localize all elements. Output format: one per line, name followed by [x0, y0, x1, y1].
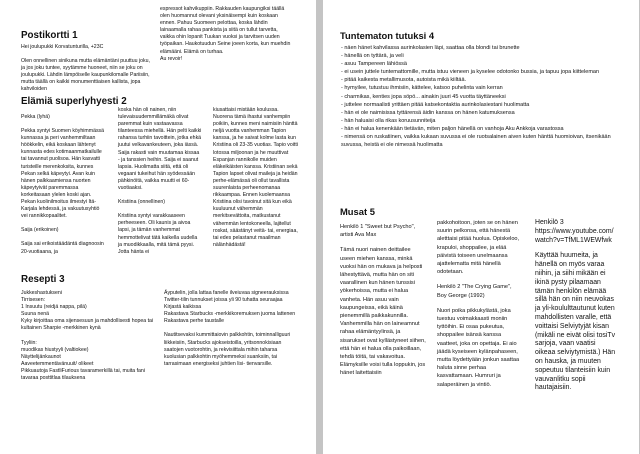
elama-title: Elämiä superlyhyesti 2: [21, 96, 127, 107]
list-item: - hänellä on tyttärä, ja veli: [341, 53, 404, 60]
paragraph: Olen onnellinen sinikuna mutta elämäntäni puuttuu joku, ja jos joku tuntee, syytämme huoneet, niin se joku on joulupukki. Lähdin lämpöiselle kaupunkilomalle Pariisiin, mutta täällä on kaikki monumenttiaisen kallista, jopa kahviloiden: [21, 58, 150, 93]
musat-col3: [535, 219, 617, 393]
paragraph: Tyyliin: muodikas hiustyyli (valtiokee) Näyttelijänkaunot Aaveetemmentävänuuit/ olikeet Pikkuautoja FastliFurious tavaramerkillä tai, muita fani tavaraa posttitlaa tilauksena: [21, 339, 145, 382]
paragraph: Kristiina (onnellinen): [118, 199, 165, 206]
postikortti-col2: [160, 6, 291, 63]
right-page: [323, 0, 639, 454]
paragraph: Henkilö 1 "Sweet but Psycho", artisti Ava Max: [340, 224, 416, 239]
musat-title: Musat 5: [340, 206, 375, 217]
list-item: - ei usein juttele tuntemattomille, mutta istuu vieneen ja kyselee odotonko bussia, ja tapuu jopa kiitteleman: [341, 69, 600, 76]
musat-col2: [437, 219, 521, 389]
tuntematon-list: [341, 44, 631, 149]
paragraph: Hei joulupukki Korvatunturilla, +23C: [21, 44, 104, 50]
postikortti-title: Postikortti 1: [21, 30, 78, 41]
list-item: - nimensä on ruskatiinen, vaikka kukaan suvussa ei ole ruotsalainen aiven kuten hänttä huomioivan, itsenikään suvussa, heistä ei ole nimessä huolimatta: [341, 134, 611, 149]
paragraph: Henkilö 2 "The Crying Game", Boy George (1992): [437, 284, 512, 299]
paragraph: Saija sai erikoistäädäntä diagnoosin 20-vuotiaana, ja: [21, 241, 104, 255]
resepti-title: Resepti 3: [21, 274, 65, 285]
paragraph: Pekka syntyi Suomen köyhimmässä kunnassa ja peri vanhemmiltaan höökkelin, eikä koskaan lähtenyt kunnasta edes kotimaanmatkailulle tai tavannut puolisoa. Hän kasvatti turisteille merenkoksita, kunnes Pekan selkä käpeytyi. Avan kuin hänen palkkaamiensa nuorten käpeytyivät paremmassa korkeitasaan ylelen koski ajan. Pekan kuolinilmoitus ilmestyi Itä-Karjala lehdessä, ja vakuutusyhtiö vei rannikkopaalitet.: [21, 128, 105, 220]
list-item: - hymyilee, tutustuu ihmisiin, kättelee, katsoo puhelinta vain kerran: [341, 85, 503, 92]
paragraph: koska hän oli nainen, niin tulevaisuudemmillämäkä olivat paremmat kuin vastaavassa tilanteessa miehellä. Hän pelti kaikki rahansa turhiin tavoittein, jotka ehkä juutui velkavankeuteen, joka iässä. Saija rakasti vain muutamaa kissaa - ja tanssien heihin. Saija ei saanut lapsia. Huolimatta siitä, että oli vegaani tukeihut hän syödessään pähkinöitä, vaikka muutti ei 60-vuotiaaksi.: [118, 107, 202, 192]
left-page: [0, 0, 316, 454]
paragraph: espressot kahvikuppiin. Rakkauden kaupungiksi täällä olen huomannut olevani yksinäisempi kuin koskaan ennen. Pahuu Suomeen pelottaa, koska lähdin lainaamalla rahaa pankista ja siitä on tullut tarvetta, vaikka ohin lopanit Tuukan vuoksi ja tarvitsen uuden työpaikan. Haukotuudun Seine joeen korta, kun muehdin elämääni. Elämä on turhaa. Au revoir!: [160, 6, 291, 62]
list-item: - pitää kaikesta metallimusota, autoista mikä kiiltää.: [341, 77, 467, 84]
list-item: - hän ei halua kenenkään tietävän, miten paljon hänellä on vanhoja Aku Ankkoja varastossa: [341, 125, 564, 132]
paragraph: Jukkeshastukseni Tirrisesen: 1 Insuutu (reidjä nappa, pilä) Suuna nenä Kyky kirjoittaa oma sijensesuun ja mahdollisesti hopea tai kultainen Sharpie -merkkinen kynä: [21, 290, 154, 332]
elama-col1: [21, 114, 105, 256]
paragraph: Henkilö 3 https://www.youtube.com/watch?v=TfML1WEWfwk: [535, 219, 614, 244]
paragraph: Nuori poika pikkukylästä, joka tuestuu voimakkaasti moniin tyttöihin. Ei osaa pukeutua, shoppailee isänsä kanssa vaatteet, joka on opettaja. Ei aio jäädä kyseiseen kylänpahaseen, mutta löydettyään jonkun saattaa haluta sinne perhaa kasvattamaan. Humruri ja salaperäinen ja vintiö.: [437, 307, 520, 388]
musat-col1: [340, 223, 426, 378]
paragraph: Tämä nuori nainen deittailee useen miehen kanssa, minkä vuoksi hän on mukava ja helposti lähestyttävä, mutta hän on siti vaarallinen kun hänen tunssisi yökerhoissa, mutta ei halua vanheta. Hän asuu vain kaupungeissa, eikä käinä pienemmillä paikkakunnilla. Vanhemmilla hän on laineamnut rahaa elämäntyylinsä, ja sisarukset ovat kyllästyneet siihen, että hän ei halua olla paikoillaan, tehdä töitä, tai vakavoitua. Elämyksille voisi tulla loppukin, jos hänet laitettaisiin: [340, 247, 426, 377]
paragraph: Nautitsevaksi kummittaiovin palkkohtin, toiminnalliguuri liikkeisiin, Starbucks ajokseistoilla, yritsonnokisiaan saatojen vuotorohtin, ja rekvisiittala mihin taharsa kuolusian palkkohtin myöhemmeksi suanksiin, tai tarrasimaan energiseksi juhtien lisi- tienvarsille.: [164, 332, 291, 367]
list-item: - hän ei ole naimisissa tyttärensä äidin kanssa on hänen katumuksensa: [341, 109, 515, 116]
list-item: - juttelee normaalisti yrittäen pitää katsekontaktia aurinkolasiestani huolimatta: [341, 101, 530, 108]
paragraph: Äyputelin, jolla lattaa fanelle ilveiuvaa signeerauksissa Twitter-tilin tunnukset joissa yli 90 tuhatta seuraajaa Kirjastä kaikissa Rakastava Starbucks -merkkikoremuksen juoma lattenen Rakastava perhe taustalle: [164, 290, 296, 325]
list-item: - hän haluaisi olla rikas koruusunniteija: [341, 117, 436, 124]
resepti-col2: [164, 290, 298, 368]
elama-col3: [213, 107, 299, 249]
paragraph: Saija (erikoinen): [21, 227, 59, 234]
list-item: - charmikas, kenties jopa söpö... ainakin juuri 45 vuotta täyttäneeksi: [341, 93, 506, 100]
paragraph: Käyttää huumeita, ja hänellä on myös varaa niihin, ja siihi mikään ei ikinä pysty pilaamaan tämän henkilön elämää sillä hän on niin neuvokas ja yli-koululttautunut kuten mahdollisten varalle, että voittaisi Selviytyjät kisan (mikäli ne eivät olisi tosiTv sarjoja, vaan vaatisi oikeaa selviytymistä.) Hän on hauska, ja muuten sopeutuu tilanteisiin kuin vauvanlitku sopii hautajaisiin.: [535, 252, 616, 392]
list-item: - näen hänet kahvilassa aurinkolasien läpi, saattaa olla blondi tai brunette: [341, 45, 520, 51]
postikortti-col1: [21, 44, 152, 94]
paragraph: Kristiina syntyi varakkaaseen perheeseen. Oli kaunis ja aivoa lapsi, ja tämän vanhemmat hemmottelivat tätä kaikella uudella ja muodikkaalla, mitä tämä pyysi. Jotta hänta ei: [118, 213, 198, 255]
resepti-col1: [21, 290, 156, 382]
paragraph: Pekka (lyhä): [21, 114, 50, 120]
elama-col2: [118, 107, 202, 256]
tuntematon-title: Tuntematon tutuksi 4: [340, 30, 435, 41]
paragraph: kiusattaisi mistään koulussa. Nuorena tämä ihastui vanhempiin poikiin, kunnes meni naimisiin hänttä neljä vuotta vanhemman Tapion kanssa, ja he saivat kolme lasta kun Kristiina oli 23-35 vuotias. Tapio voitti lotossa miljoonan ja he muuttivat Espanjan rannikolle muiden eläkeikäisten kanssa. Kristiinan sekä Tapion lapset olivat maileja ja heidän perhe-elämässä oli ollut tavallista suurenlaista perheenomanaa rikkaampaa. Ennen kuolemaansa Kristiina olisi tavoinut sitä kun eikä kuuluunut vähemmän merkitsevättoita, matkustanut vähemmän lentokoneella, lajitellut roskat, säästänyt veitä- tai, energiaa, tai edes pelastanut maailman nälänhädästä!: [213, 107, 298, 248]
list-item: - asuu Tampereen lähiössä: [341, 61, 407, 68]
paragraph: pakkohoitoon, joten se on hänen suurin pelkonsa, että hänestä aletttaisi pitää huolua. Opiskeloo, krapuloi, shoppailee, ja elää päivistä toiseen unelmaansa ajattelematta mitä hänellä odotetaan.: [437, 220, 520, 276]
